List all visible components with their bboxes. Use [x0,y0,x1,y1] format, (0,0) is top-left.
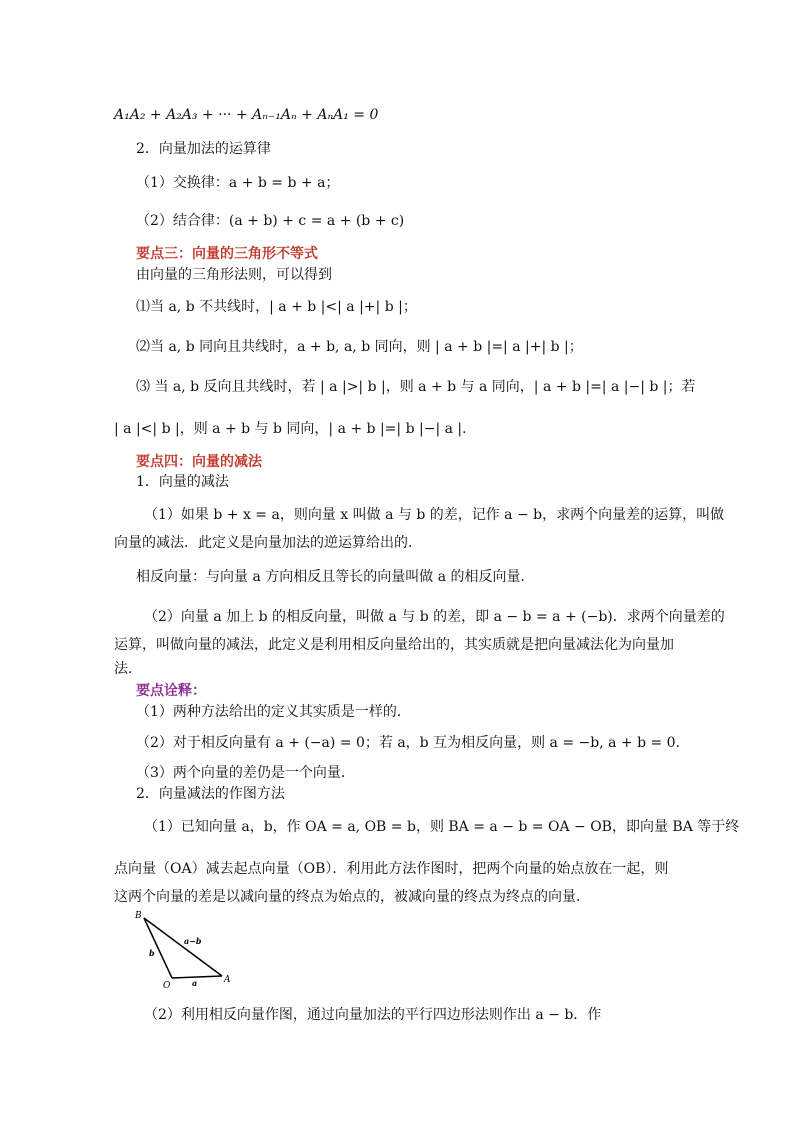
commutative-law: （1）交换律：a + b = b + a； [136,175,340,191]
drawing-method-1-cont: 点向量（OA）减去起点向量（OB）．利用此方法作图时，把两个向量的始点放在一起，则 [114,861,669,877]
drawing-method-title: 2．向量减法的作图方法 [136,786,285,802]
note-1: （1）两种方法给出的定义其实质是一样的． [136,704,411,720]
vector-triangle-diagram [132,908,238,990]
drawing-method-2: （2）利用相反向量作图，通过向量加法的平行四边形法则作出 a − b．作 [144,1007,602,1023]
subtraction-definition-1-cont: 向量的减法．此定义是向量加法的逆运算给出的． [114,535,422,551]
subtraction-definition-1: （1）如果 b + x = a，则向量 x 叫做 a 与 b 的差，记作 a − b，求两个向量差的运算，叫做 [144,507,725,523]
drawing-method-1: （1）已知向量 a，b，作 OA = a, OB = b，则 BA = a − b = OA − OB，即向量 BA 等于终 [144,819,740,835]
section-2-title: 2．向量加法的运算律 [136,141,271,157]
label-a-vector: a [192,978,198,988]
note-2: （2）对于相反向量有 a + (−a) = 0；若 a，b 互为相反向量，则 a = −b, a + b = 0． [136,735,690,751]
heading-key-point-4: 要点四：向量的减法 [136,454,262,470]
associative-law: （2）结合律：(a + b) + c = a + (b + c) [136,213,405,229]
case-3-continuation: | a |<| b |，则 a + b 与 b 同向，| a + b |=| b |−| a |． [114,421,477,437]
label-o-point: O [163,981,171,990]
triangle-inequality-intro: 由向量的三角形法则，可以得到 [136,267,332,283]
subtraction-definition-2-cont: 运算，叫做向量的减法，此定义是利用相反向量给出的，其实质就是把向量减法化为向量加 [114,637,674,653]
subtraction-definition-2: （2）向量 a 加上 b 的相反向量，叫做 a 与 b 的差，即 a − b = a + (−b)．求两个向量差的 [144,609,725,625]
label-a-minus-b: a−b [184,936,202,946]
case-1-noncollinear: ⑴当 a, b 不共线时，| a + b |<| a |+| b |； [136,299,417,315]
side-ba [144,918,222,976]
label-b-vector: b [149,948,155,958]
vector-sum-zero-formula: A₁A₂ + A₂A₃ + ··· + Aₙ₋₁Aₙ + AₙA₁ = 0 [114,107,379,123]
label-b-point: B [135,911,142,921]
subtraction-subtitle: 1．向量的减法 [136,474,229,490]
label-a-point: A [224,975,231,985]
note-3: （3）两个向量的差仍是一个向量． [136,765,355,781]
heading-key-point-3: 要点三：向量的三角形不等式 [136,246,318,262]
drawing-method-1-end: 这两个向量的差是以减向量的终点为始点的，被减向量的终点为终点的向量． [114,889,590,905]
case-2-same-direction: ⑵当 a, b 同向且共线时，a + b, a, b 同向，则 | a + b |=| a |+| b |； [136,339,583,355]
opposite-vector-definition: 相反向量：与向量 a 方向相反且等长的向量叫做 a 的相反向量． [136,569,535,585]
subtraction-definition-2-end: 法． [114,661,142,677]
heading-notes: 要点诠释： [136,683,206,699]
case-3-opposite-direction: ⑶ 当 a, b 反向且共线时，若 | a |>| b |，则 a + b 与 a 同向，| a + b |=| a |−| b |；若 [136,379,696,395]
